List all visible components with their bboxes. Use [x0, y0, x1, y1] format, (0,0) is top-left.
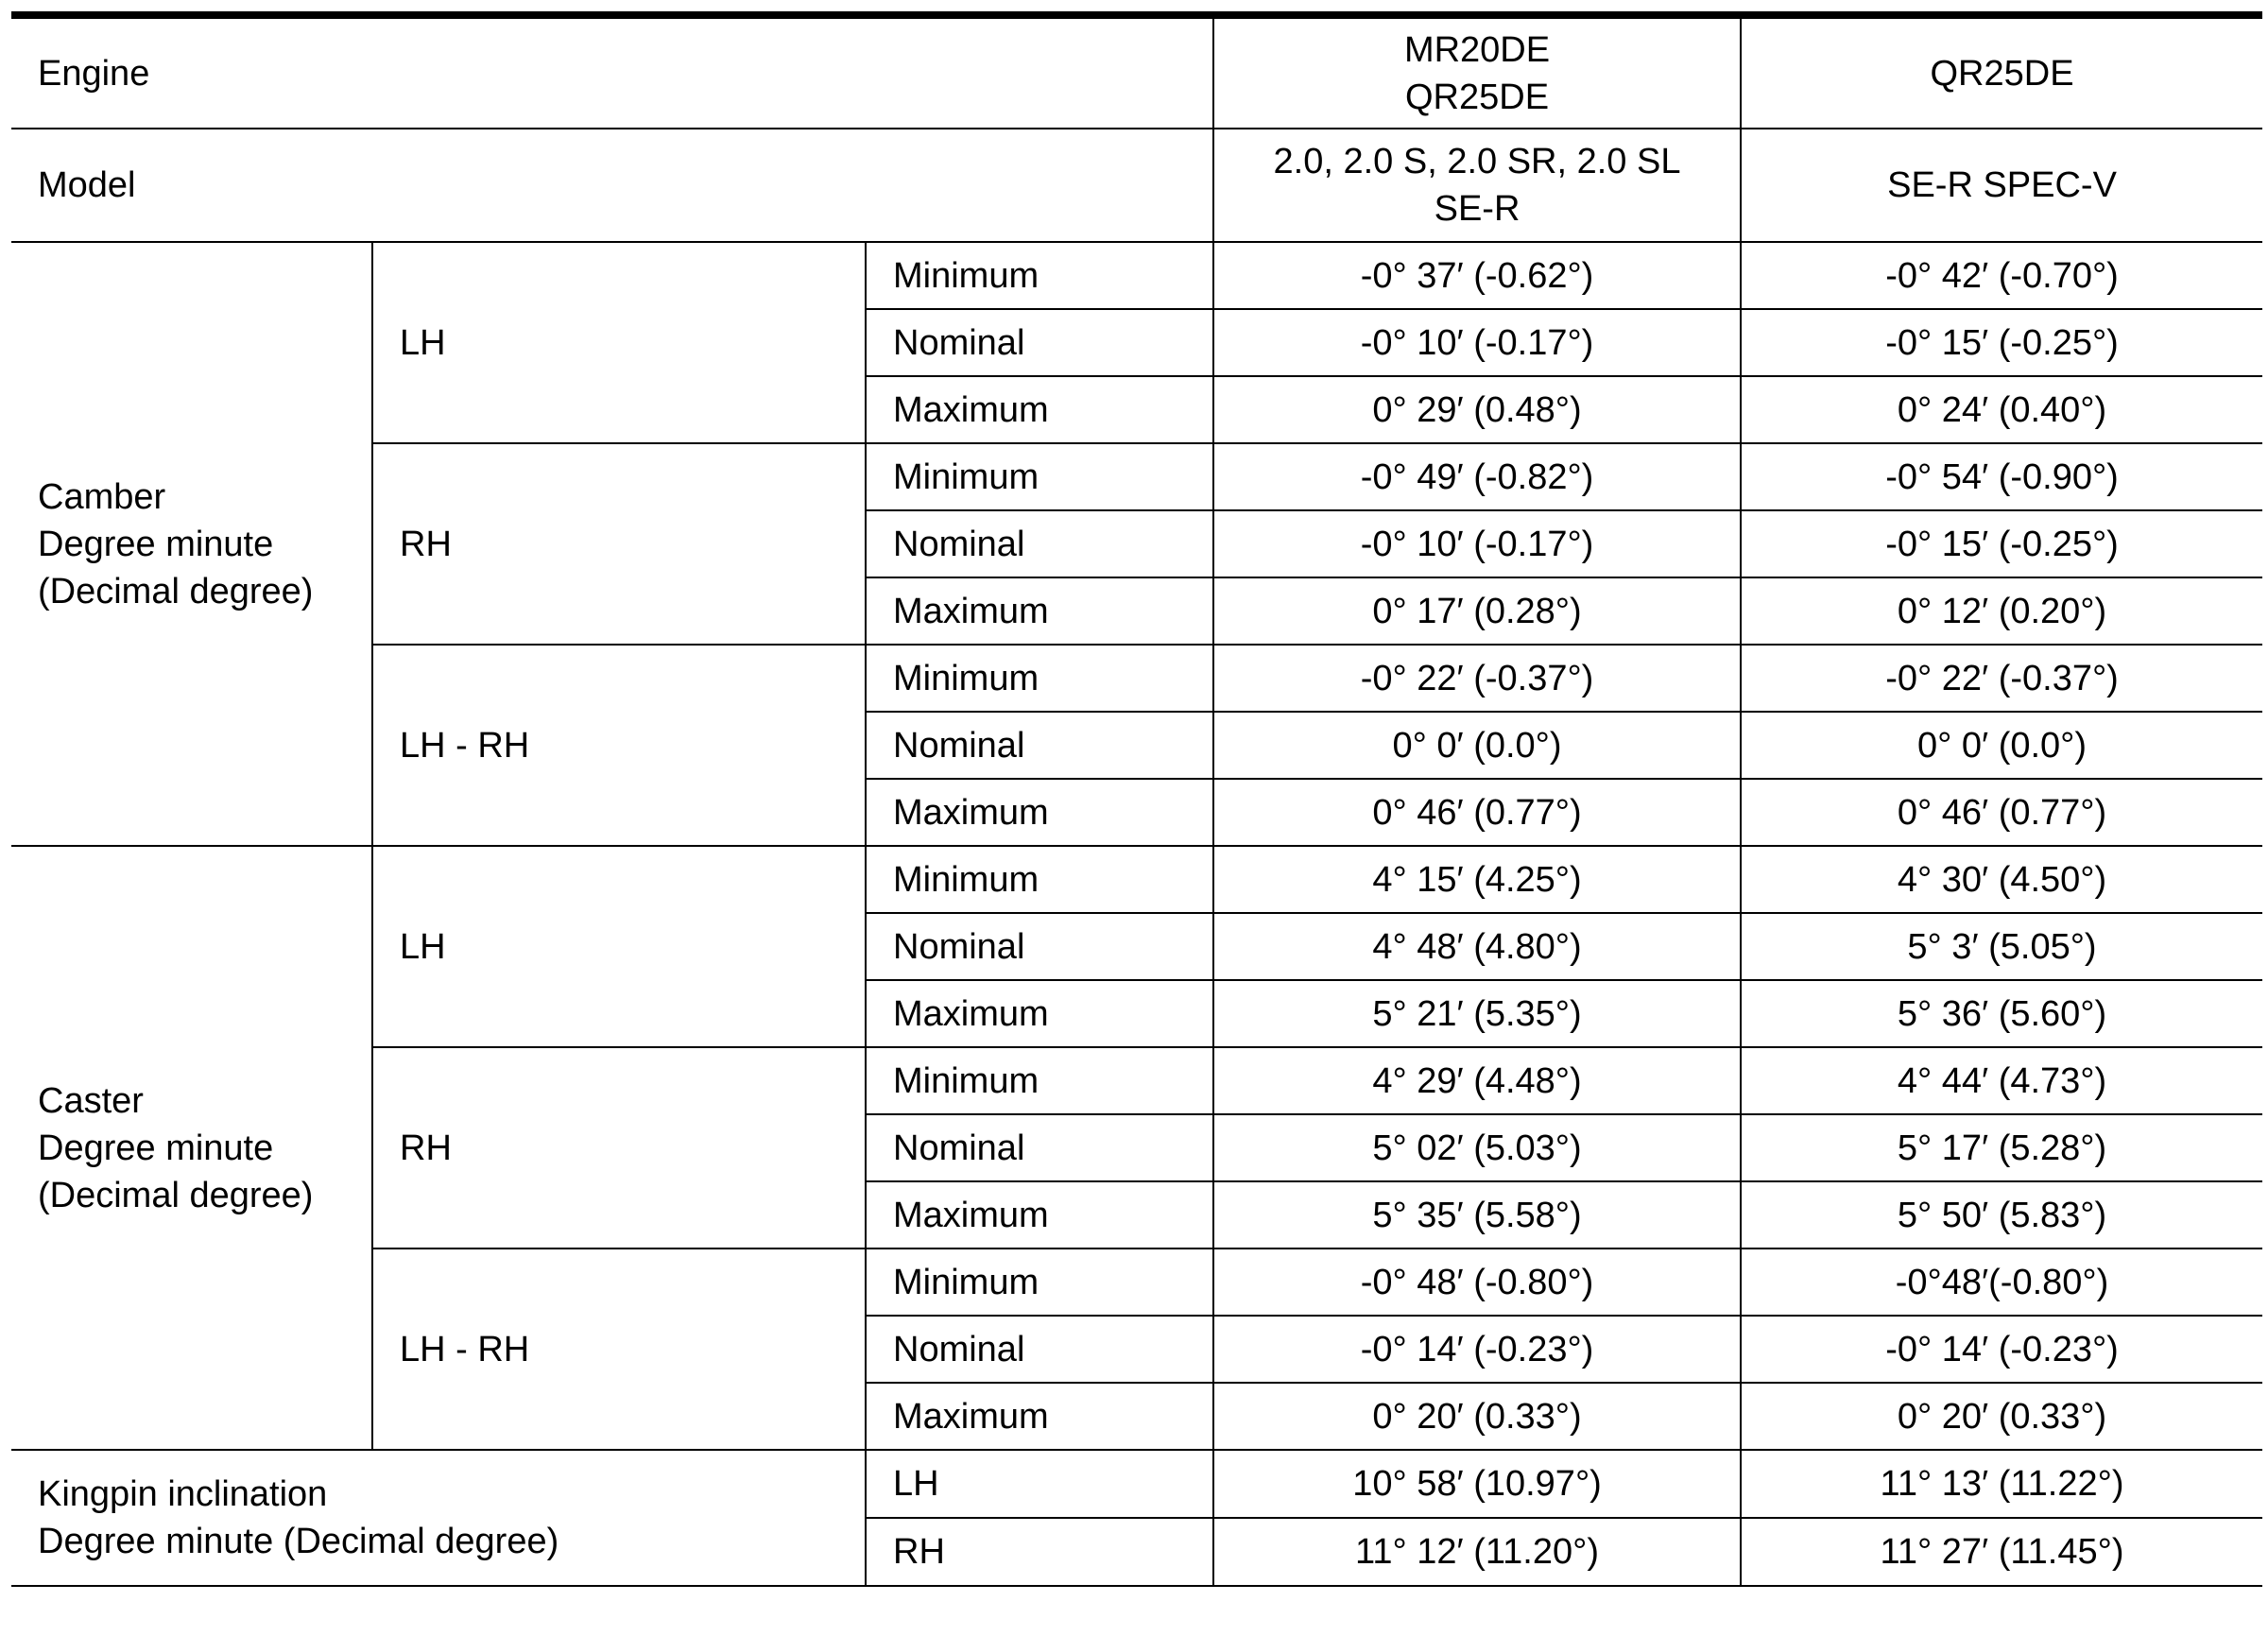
engine-label: Engine: [11, 15, 1213, 129]
value-cell: -0° 14′ (-0.23°): [1741, 1316, 2262, 1383]
kingpin-side: RH: [866, 1518, 1213, 1586]
camber-rh-side: RH: [372, 443, 866, 645]
kingpin-label-line: Kingpin inclination: [38, 1474, 328, 1514]
value-cell: 11° 27′ (11.45°): [1741, 1518, 2262, 1586]
model-col1-line: 2.0, 2.0 S, 2.0 SR, 2.0 SL: [1273, 142, 1681, 181]
limit-label: Minimum: [866, 846, 1213, 913]
engine-col1-line: QR25DE: [1404, 77, 1550, 117]
value-cell: -0° 37′ (-0.62°): [1213, 242, 1741, 309]
value-cell: 5° 36′ (5.60°): [1741, 980, 2262, 1047]
limit-label: Maximum: [866, 980, 1213, 1047]
value-cell: 11° 13′ (11.22°): [1741, 1450, 2262, 1518]
value-cell: -0° 22′ (-0.37°): [1213, 645, 1741, 712]
limit-label: Nominal: [866, 913, 1213, 980]
kingpin-label-cell: [11, 1450, 866, 1586]
model-col2: SE-R SPEC-V: [1741, 129, 2262, 242]
value-cell: 0° 12′ (0.20°): [1741, 577, 2262, 645]
limit-label: Minimum: [866, 242, 1213, 309]
value-cell: -0° 15′ (-0.25°): [1741, 309, 2262, 376]
value-cell: 0° 24′ (0.40°): [1741, 376, 2262, 443]
limit-label: Nominal: [866, 510, 1213, 577]
caster-label-line: Caster: [38, 1080, 144, 1121]
engine-row: [11, 15, 2262, 129]
camber-lh-side: LH: [372, 242, 866, 443]
value-cell: 0° 0′ (0.0°): [1213, 712, 1741, 779]
value-cell: 0° 46′ (0.77°): [1213, 779, 1741, 846]
value-cell: 0° 20′ (0.33°): [1213, 1383, 1741, 1450]
value-cell: 0° 29′ (0.48°): [1213, 376, 1741, 443]
value-cell: -0°48′(-0.80°): [1741, 1249, 2262, 1316]
value-cell: -0° 48′ (-0.80°): [1213, 1249, 1741, 1316]
value-cell: -0° 10′ (-0.17°): [1213, 309, 1741, 376]
kingpin-side: LH: [866, 1450, 1213, 1518]
value-cell: 0° 46′ (0.77°): [1741, 779, 2262, 846]
limit-label: Minimum: [866, 1047, 1213, 1114]
value-cell: 5° 17′ (5.28°): [1741, 1114, 2262, 1181]
limit-label: Maximum: [866, 1383, 1213, 1450]
engine-col1-cell: [1213, 15, 1741, 129]
model-col1-line: SE-R: [1434, 189, 1521, 229]
camber-label-line: Camber: [38, 476, 166, 517]
value-cell: 4° 29′ (4.48°): [1213, 1047, 1741, 1114]
value-cell: 5° 02′ (5.03°): [1213, 1114, 1741, 1181]
limit-label: Nominal: [866, 712, 1213, 779]
caster-lh-side: LH: [372, 846, 866, 1047]
value-cell: -0° 49′ (-0.82°): [1213, 443, 1741, 510]
caster-label-cell: [11, 846, 372, 1450]
value-cell: -0° 10′ (-0.17°): [1213, 510, 1741, 577]
limit-label: Nominal: [866, 309, 1213, 376]
caster-label-line: (Decimal degree): [38, 1175, 314, 1215]
value-cell: 4° 15′ (4.25°): [1213, 846, 1741, 913]
table-row: [11, 846, 2262, 913]
value-cell: 0° 20′ (0.33°): [1741, 1383, 2262, 1450]
value-cell: 5° 3′ (5.05°): [1741, 913, 2262, 980]
limit-label: Minimum: [866, 645, 1213, 712]
value-cell: -0° 54′ (-0.90°): [1741, 443, 2262, 510]
value-cell: -0° 14′ (-0.23°): [1213, 1316, 1741, 1383]
value-cell: 0° 0′ (0.0°): [1741, 712, 2262, 779]
value-cell: 5° 50′ (5.83°): [1741, 1181, 2262, 1249]
kingpin-label-line: Degree minute (Decimal degree): [38, 1522, 559, 1561]
value-cell: 4° 30′ (4.50°): [1741, 846, 2262, 913]
limit-label: Maximum: [866, 376, 1213, 443]
value-cell: 11° 12′ (11.20°): [1213, 1518, 1741, 1586]
limit-label: Minimum: [866, 443, 1213, 510]
caster-rh-side: RH: [372, 1047, 866, 1249]
wheel-alignment-spec-table: [11, 11, 2262, 1587]
limit-label: Nominal: [866, 1316, 1213, 1383]
limit-label: Minimum: [866, 1249, 1213, 1316]
engine-col2: QR25DE: [1741, 15, 2262, 129]
caster-label-line: Degree minute: [38, 1128, 274, 1168]
value-cell: -0° 15′ (-0.25°): [1741, 510, 2262, 577]
table-row: [11, 1450, 2262, 1518]
value-cell: 4° 48′ (4.80°): [1213, 913, 1741, 980]
table-row: [11, 242, 2262, 309]
limit-label: Nominal: [866, 1114, 1213, 1181]
model-col1-cell: [1213, 129, 1741, 242]
caster-diff-side: LH - RH: [372, 1249, 866, 1450]
camber-label-line: (Decimal degree): [38, 571, 314, 611]
model-label: Model: [11, 129, 1213, 242]
camber-label-cell: [11, 242, 372, 846]
camber-diff-side: LH - RH: [372, 645, 866, 846]
limit-label: Maximum: [866, 1181, 1213, 1249]
value-cell: 5° 35′ (5.58°): [1213, 1181, 1741, 1249]
value-cell: 4° 44′ (4.73°): [1741, 1047, 2262, 1114]
value-cell: 5° 21′ (5.35°): [1213, 980, 1741, 1047]
value-cell: 0° 17′ (0.28°): [1213, 577, 1741, 645]
camber-label-line: Degree minute: [38, 524, 274, 564]
model-row: [11, 129, 2262, 242]
limit-label: Maximum: [866, 779, 1213, 846]
value-cell: 10° 58′ (10.97°): [1213, 1450, 1741, 1518]
limit-label: Maximum: [866, 577, 1213, 645]
engine-col1-line: MR20DE: [1403, 29, 1551, 70]
value-cell: -0° 42′ (-0.70°): [1741, 242, 2262, 309]
value-cell: -0° 22′ (-0.37°): [1741, 645, 2262, 712]
